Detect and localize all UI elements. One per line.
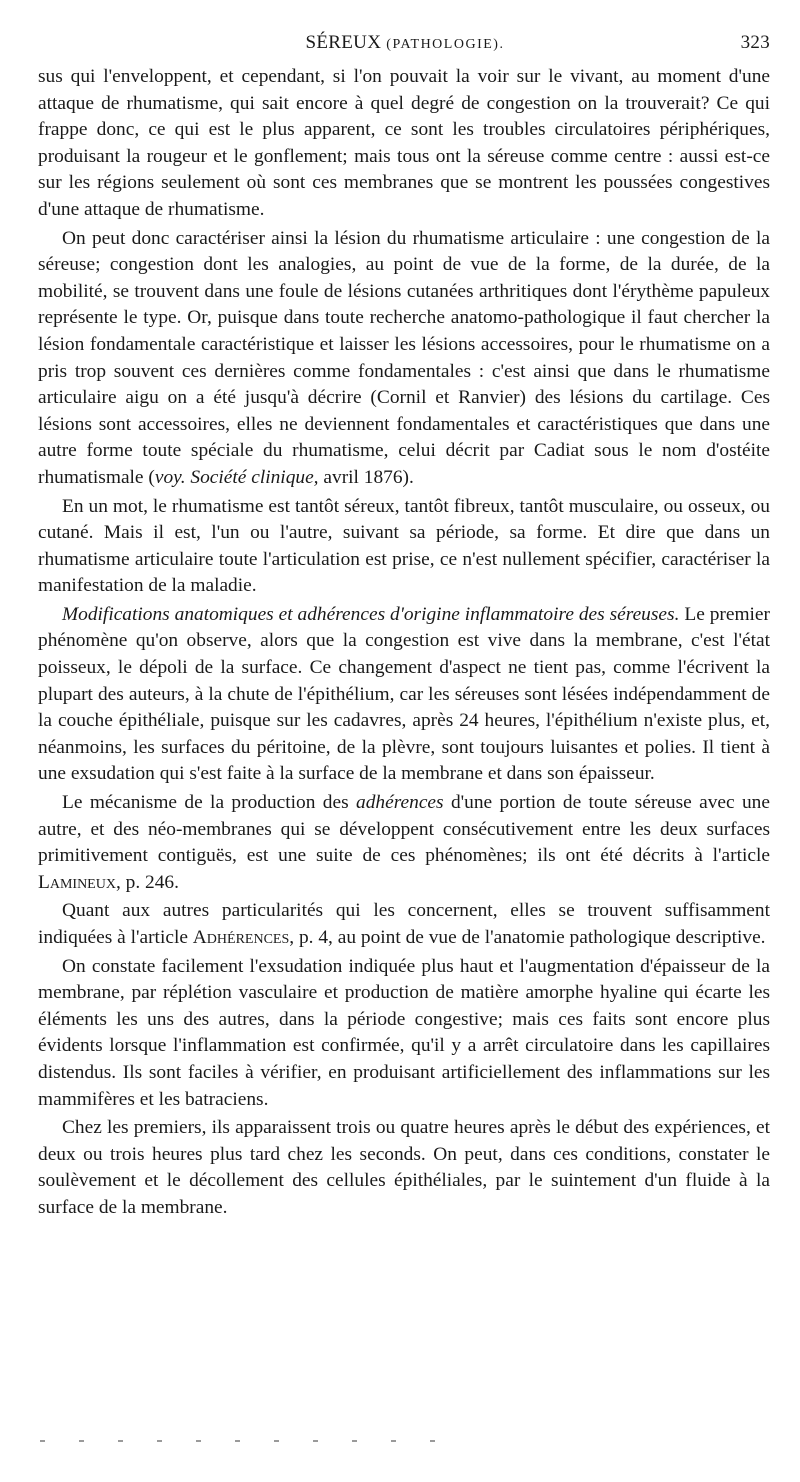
paragraph-6 bbox=[38, 898, 770, 951]
print-mark bbox=[430, 1440, 435, 1442]
paragraph-2 bbox=[38, 226, 770, 492]
paragraph-4-text: Le premier phénomène qu'on observe, alors que la congestion est vive dans la membrane, c'est l'état poisseux, le dépoli de la surface. Ce changement d'aspect ne tient pas, comme l'écrivent la plupart des auteurs, à la chute de l'épithélium, car les séreuses sont lésées indépendamment de la couche épithéliale, puisque sur les cadavres, après 24 heures, l'épithélium n'existe plus, et, néanmoins, les surfaces du péritoine, de la plèvre, sont toujours luisantes et polies. Il tient à une exsudation qui s'est faite à la surface de la membrane et dans son épaisseur. bbox=[38, 603, 770, 785]
header-title: SÉREUX bbox=[305, 32, 382, 53]
print-mark bbox=[352, 1440, 357, 1442]
paragraph-4 bbox=[38, 602, 770, 788]
paragraph-2-citation: voy. Société clinique, bbox=[154, 466, 319, 488]
paragraph-5-tail: d'une portion de toute séreuse avec une autre, et des néo-membranes qui se développent consécutivement entre les deux surfaces primitivement contiguës, est une suite de ces phénomènes; ils ont été décrits à l'article bbox=[38, 792, 770, 867]
paragraph-3-text: En un mot, le rhumatisme est tantôt séreux, tantôt fibreux, tantôt musculaire, ou osseux, ou cutané. Mais il est, l'un ou l'autre, suivant sa période, sa forme. Et dire que dans un rhumatisme articulaire toute l'articulation est prise, ce n'est nullement spécifier, caractériser la manifestation de la maladie. bbox=[38, 495, 770, 597]
paragraph-2-text: On peut donc caractériser ainsi la lésion du rhumatisme articulaire : une congestion de la séreuse; congestion dont les analogies, au point de vue de la forme, de la durée, de la mobilité, se trouvent dans une foule de lésions cutanées arthritiques dont l'érythème papuleux représente le type. Or, puisque dans toute recherche anatomo-pathologique il faut chercher la lésion fondamentale caractéristique et laisser les lésions accessoires, pour le rhumatisme on a pris trop souvent ces dernières comme fondamentales : c'est ainsi que dans le rhumatisme articulaire aigu on a été jusqu'à décrire (Cornil et Ranvier) des lésions du cartilage. Ces lésions sont accessoires, elles ne deviennent fondamentales et caractéristiques que dans une autre forme toute spéciale du rhumatisme, celui décrit par Cadiat sous le nom d'ostéite rhumatismale ( bbox=[38, 227, 770, 488]
paragraph-5-article-ref: Lamineux bbox=[38, 871, 116, 893]
print-mark bbox=[196, 1440, 201, 1442]
body-text bbox=[38, 64, 770, 1222]
paragraph-3 bbox=[38, 494, 770, 600]
print-mark bbox=[313, 1440, 318, 1442]
paragraph-6-article-ref: Adhérences bbox=[192, 927, 290, 948]
running-title bbox=[40, 32, 770, 54]
paragraph-5-term: adhérences bbox=[356, 792, 444, 814]
paragraph-1 bbox=[38, 64, 770, 224]
paragraph-5-tail-2: , p. 246. bbox=[115, 871, 179, 893]
paragraph-7 bbox=[38, 954, 770, 1114]
section-heading: Modifications anatomiques et adhérences d'origine inflammatoire des séreuses. bbox=[62, 603, 680, 625]
page-number: 323 bbox=[740, 32, 770, 53]
print-mark bbox=[235, 1440, 240, 1442]
paragraph-8 bbox=[38, 1115, 770, 1221]
paragraph-6-text: Quant aux autres particularités qui les concernent, elles se trouvent suffisamment indiquées à l'article bbox=[38, 900, 770, 948]
paragraph-6-tail: , p. 4, au point de vue de l'anatomie pathologique descriptive. bbox=[289, 927, 766, 948]
paragraph-2-tail: avril 1876). bbox=[318, 466, 414, 488]
print-mark bbox=[40, 1440, 45, 1442]
print-mark bbox=[157, 1440, 162, 1442]
print-mark bbox=[118, 1440, 123, 1442]
paragraph-7-text: On constate facilement l'exsudation indiquée plus haut et l'augmentation d'épaisseur de la membrane, par réplétion vasculaire et production de matière amorphe hyaline qui écarte les éléments les uns des autres, dans la période congestive; mais ces faits sont encore plus évidents lorsque l'inflammation est confirmée, qu'il y a arrêt circulatoire dans les capillaires distendus. Ils sont faciles à vérifier, en produisant artificiellement des inflammations sur les mammifères et les batraciens. bbox=[38, 955, 770, 1110]
paragraph-1-text: sus qui l'enveloppent, et cependant, si l'on pouvait la voir sur le vivant, au moment d'une attaque de rhumatisme, qui sait encore à quel degré de congestion on la trouverait? Ce qui frappe donc, ce qui est le plus apparent, ce sont les troubles circulatoires périphériques, produisant la rougeur et le gonflement; mais tous ont la séreuse comme centre : aussi est-ce sur les régions seulement où sont ces membranes que se montrent les poussées congestives d'une attaque de rhumatisme. bbox=[38, 66, 770, 220]
print-mark bbox=[391, 1440, 396, 1442]
print-mark bbox=[274, 1440, 279, 1442]
paragraph-8-text: Chez les premiers, ils apparaissent trois ou quatre heures après le début des expériences, et deux ou trois heures plus tard chez les seconds. On peut, dans ces conditions, constater le soulèvement et le décollement des cellules épithéliales, par le suintement d'un fluide à la surface de la membrane. bbox=[38, 1117, 770, 1218]
paragraph-5-text: Le mécanisme de la production des bbox=[62, 792, 356, 814]
header-subtitle: (PATHOLOGIE). bbox=[386, 37, 505, 52]
paragraph-5 bbox=[38, 790, 770, 896]
running-header bbox=[40, 32, 770, 58]
print-marks bbox=[40, 1440, 600, 1444]
print-mark bbox=[79, 1440, 84, 1442]
